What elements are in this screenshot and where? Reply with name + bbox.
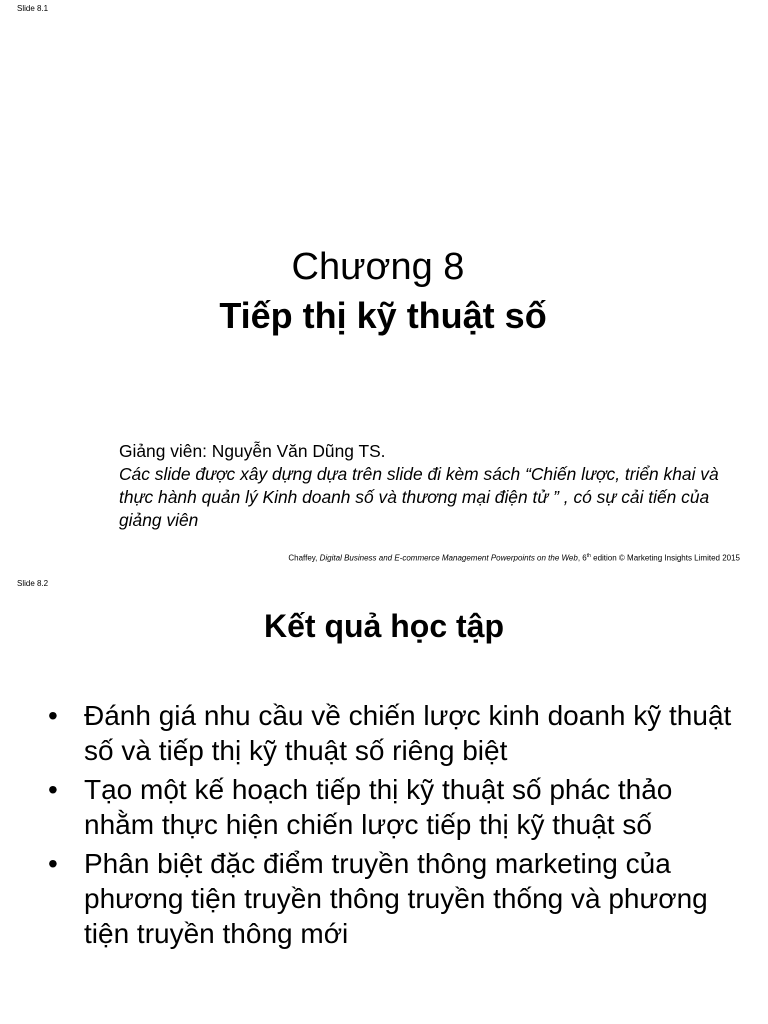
copyright-credit (288, 550, 740, 565)
bullet-dot-icon: • (48, 700, 58, 731)
slide-title: Tiếp thị kỹ thuật số (219, 295, 547, 336)
credit-edition: , 6 (577, 553, 587, 563)
credit-edition-sup: th (586, 553, 591, 559)
credit-author: Chaffey, (288, 553, 320, 563)
slide-2 (0, 576, 768, 1024)
bullet-text: Phân biệt đặc điểm truyền thông marketing của phương tiện truyền thông truyền thống và phương tiện truyền thông mới (84, 848, 708, 949)
lecturer-line: Giảng viên: Nguyễn Văn Dũng TS. (119, 441, 386, 461)
credit-rights: edition © Marketing Insights Limited 2015 (590, 553, 740, 563)
credit-book-title: Digital Business and E-commerce Management Powerpoints on the Web (319, 553, 578, 563)
bullet-text: Tạo một kế hoạch tiếp thị kỹ thuật số phác thảo nhằm thực hiện chiến lược tiếp thị kỹ thuật số (84, 774, 673, 840)
learning-outcomes-list (48, 698, 738, 955)
description-text: Các slide được xây dựng dựa trên slide đi kèm sách “Chiến lược, triển khai và thực hành quản lý Kinh doanh số và thương mại điện tử ” , có sự cải tiến của giảng viên (119, 464, 719, 530)
slide-title: Kết quả học tập (263, 608, 504, 644)
bullet-dot-icon: • (48, 848, 58, 879)
bullet-dot-icon: • (48, 774, 58, 805)
bullet-item (48, 772, 738, 842)
slide-number: Slide 8.1 (17, 4, 49, 13)
bullet-item (48, 698, 738, 768)
bullet-text: Đánh giá nhu cầu về chiến lược kinh doanh kỹ thuật số và tiếp thị kỹ thuật số riêng biệt (84, 700, 732, 766)
bullet-item (48, 846, 738, 951)
chapter-heading: Chương 8 (291, 246, 465, 288)
slide-number: Slide 8.2 (17, 579, 49, 588)
